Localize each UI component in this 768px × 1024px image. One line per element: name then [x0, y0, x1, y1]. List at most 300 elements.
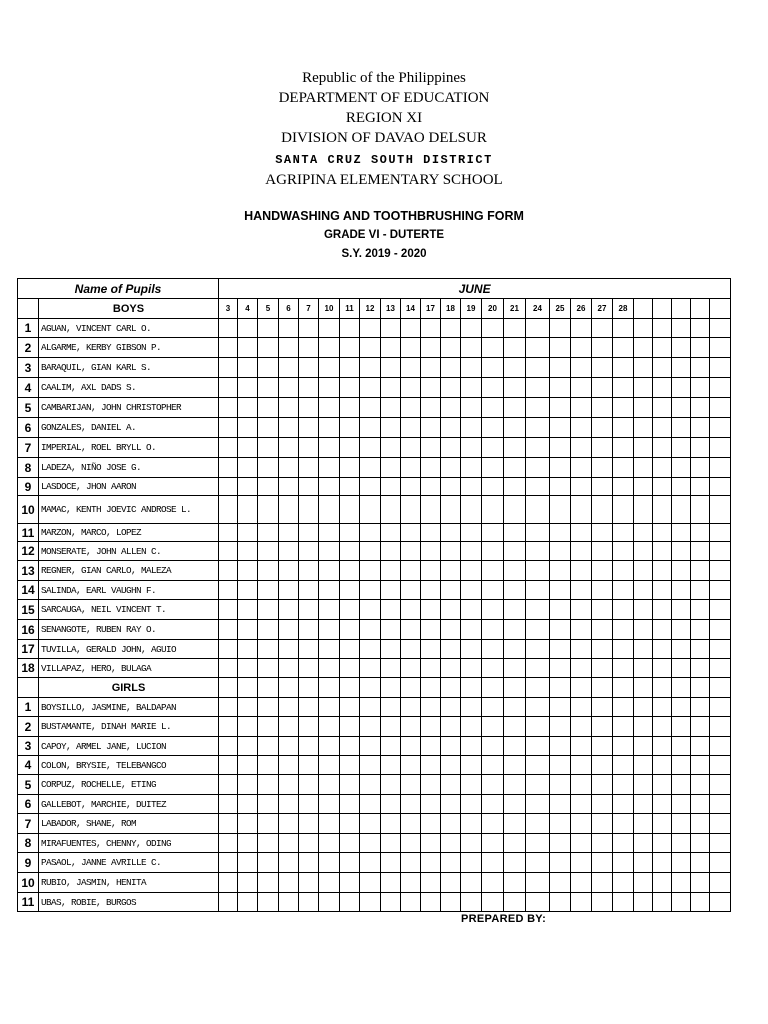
- attendance-cell: [592, 561, 613, 581]
- attendance-cell: [299, 893, 319, 912]
- attendance-cell: [441, 834, 461, 853]
- attendance-cell: [550, 458, 571, 478]
- attendance-cell: [381, 600, 401, 620]
- attendance-cell: [381, 458, 401, 478]
- attendance-cell: [421, 717, 441, 737]
- attendance-cell: [279, 319, 299, 338]
- attendance-cell: [653, 378, 672, 398]
- day-header: 19: [461, 299, 482, 319]
- attendance-cell: [441, 319, 461, 338]
- attendance-cell: [571, 893, 592, 912]
- attendance-cell: [279, 698, 299, 717]
- attendance-cell: [504, 756, 526, 775]
- attendance-cell: [360, 717, 381, 737]
- attendance-cell: [360, 338, 381, 358]
- attendance-cell: [238, 853, 258, 873]
- attendance-cell: [340, 795, 360, 814]
- attendance-cell: [613, 756, 634, 775]
- attendance-cell: [238, 737, 258, 756]
- attendance-cell: [461, 640, 482, 659]
- attendance-cell: [613, 398, 634, 418]
- attendance-cell: [613, 795, 634, 814]
- attendance-cell: [401, 542, 421, 561]
- attendance-cell: [319, 678, 340, 698]
- attendance-cell: [360, 581, 381, 600]
- attendance-cell: [401, 418, 421, 438]
- attendance-cell: [691, 542, 710, 561]
- attendance-cell: [421, 737, 441, 756]
- attendance-cell: [653, 438, 672, 458]
- attendance-cell: [550, 542, 571, 561]
- attendance-cell: [504, 659, 526, 678]
- attendance-cell: [219, 893, 238, 912]
- table-row: [18, 358, 731, 378]
- attendance-cell: [441, 814, 461, 834]
- attendance-cell: [319, 853, 340, 873]
- attendance-cell: [381, 478, 401, 496]
- attendance-cell: [238, 814, 258, 834]
- attendance-cell: [504, 853, 526, 873]
- attendance-cell: [461, 893, 482, 912]
- attendance-cell: [592, 775, 613, 795]
- attendance-cell: [258, 698, 279, 717]
- attendance-cell: [421, 698, 441, 717]
- attendance-cell: [401, 496, 421, 524]
- attendance-cell: [653, 358, 672, 378]
- attendance-cell: [550, 338, 571, 358]
- attendance-cell: [571, 717, 592, 737]
- attendance-cell: [421, 542, 441, 561]
- attendance-cell: [613, 640, 634, 659]
- attendance-cell: [571, 496, 592, 524]
- attendance-cell: [319, 893, 340, 912]
- attendance-cell: [279, 893, 299, 912]
- pupil-number: 6: [18, 418, 39, 438]
- attendance-cell: [299, 873, 319, 893]
- attendance-cell: [219, 358, 238, 378]
- pupil-number: 8: [18, 834, 39, 853]
- attendance-cell: [710, 620, 731, 640]
- pupil-name: SENANGOTE, RUBEN RAY O.: [39, 620, 219, 640]
- attendance-cell: [592, 795, 613, 814]
- attendance-cell: [653, 717, 672, 737]
- attendance-cell: [299, 478, 319, 496]
- attendance-cell: [526, 814, 550, 834]
- attendance-cell: [219, 319, 238, 338]
- attendance-cell: [381, 775, 401, 795]
- attendance-cell: [634, 542, 653, 561]
- attendance-cell: [461, 458, 482, 478]
- attendance-cell: [238, 418, 258, 438]
- attendance-cell: [613, 418, 634, 438]
- attendance-cell: [441, 561, 461, 581]
- attendance-cell: [526, 678, 550, 698]
- attendance-cell: [653, 398, 672, 418]
- attendance-cell: [340, 438, 360, 458]
- attendance-cell: [653, 600, 672, 620]
- attendance-cell: [634, 319, 653, 338]
- attendance-cell: [691, 418, 710, 438]
- attendance-cell: [613, 698, 634, 717]
- attendance-cell: [219, 659, 238, 678]
- attendance-cell: [279, 378, 299, 398]
- attendance-cell: [634, 795, 653, 814]
- attendance-cell: [710, 893, 731, 912]
- attendance-cell: [710, 795, 731, 814]
- attendance-cell: [299, 319, 319, 338]
- header-republic: Republic of the Philippines: [302, 70, 466, 86]
- attendance-cell: [571, 600, 592, 620]
- attendance-cell: [672, 853, 691, 873]
- table-row: [18, 398, 731, 418]
- attendance-cell: [279, 640, 299, 659]
- header-district: SANTA CRUZ SOUTH DISTRICT: [275, 153, 493, 167]
- pupil-number: 16: [18, 620, 39, 640]
- attendance-cell: [401, 756, 421, 775]
- attendance-cell: [592, 756, 613, 775]
- pupil-name: BUSTAMANTE, DINAH MARIE L.: [39, 717, 219, 737]
- attendance-cell: [401, 640, 421, 659]
- attendance-cell: [550, 659, 571, 678]
- table-row: [18, 524, 731, 542]
- attendance-cell: [340, 873, 360, 893]
- attendance-cell: [482, 795, 504, 814]
- attendance-cell: [381, 358, 401, 378]
- attendance-cell: [360, 640, 381, 659]
- attendance-cell: [381, 418, 401, 438]
- attendance-cell: [360, 814, 381, 834]
- attendance-cell: [461, 418, 482, 438]
- attendance-cell: [401, 319, 421, 338]
- attendance-cell: [381, 893, 401, 912]
- attendance-cell: [653, 737, 672, 756]
- pupil-name: AGUAN, VINCENT CARL O.: [39, 319, 219, 338]
- attendance-cell: [340, 581, 360, 600]
- attendance-cell: [258, 358, 279, 378]
- pupil-number: 10: [18, 873, 39, 893]
- blank-cell: [18, 299, 39, 319]
- attendance-cell: [526, 853, 550, 873]
- table-row: [18, 795, 731, 814]
- attendance-cell: [381, 438, 401, 458]
- attendance-cell: [571, 418, 592, 438]
- attendance-cell: [299, 775, 319, 795]
- attendance-cell: [381, 678, 401, 698]
- attendance-cell: [401, 873, 421, 893]
- attendance-cell: [504, 893, 526, 912]
- attendance-cell: [421, 853, 441, 873]
- attendance-cell: [279, 524, 299, 542]
- attendance-cell: [710, 358, 731, 378]
- attendance-cell: [461, 620, 482, 640]
- attendance-cell: [258, 756, 279, 775]
- attendance-cell: [219, 795, 238, 814]
- attendance-cell: [319, 458, 340, 478]
- day-header: 7: [299, 299, 319, 319]
- attendance-cell: [592, 814, 613, 834]
- attendance-cell: [571, 756, 592, 775]
- attendance-cell: [299, 834, 319, 853]
- attendance-cell: [504, 600, 526, 620]
- attendance-cell: [482, 756, 504, 775]
- attendance-cell: [710, 834, 731, 853]
- attendance-cell: [482, 717, 504, 737]
- attendance-cell: [258, 620, 279, 640]
- table-row: [18, 659, 731, 678]
- attendance-cell: [219, 458, 238, 478]
- attendance-cell: [672, 620, 691, 640]
- attendance-cell: [634, 378, 653, 398]
- attendance-cell: [634, 524, 653, 542]
- attendance-cell: [550, 853, 571, 873]
- attendance-cell: [504, 795, 526, 814]
- attendance-cell: [526, 620, 550, 640]
- attendance-cell: [279, 581, 299, 600]
- pupil-number: 7: [18, 438, 39, 458]
- attendance-cell: [571, 358, 592, 378]
- attendance-cell: [571, 678, 592, 698]
- attendance-cell: [299, 542, 319, 561]
- attendance-cell: [571, 620, 592, 640]
- attendance-cell: [219, 338, 238, 358]
- school-year: S.Y. 2019 - 2020: [341, 248, 427, 260]
- attendance-cell: [441, 418, 461, 438]
- attendance-cell: [421, 834, 441, 853]
- attendance-cell: [279, 438, 299, 458]
- attendance-cell: [710, 496, 731, 524]
- attendance-cell: [613, 478, 634, 496]
- attendance-cell: [360, 795, 381, 814]
- pupil-number: 5: [18, 775, 39, 795]
- attendance-cell: [691, 775, 710, 795]
- girls-section-label: GIRLS: [39, 678, 219, 698]
- attendance-cell: [482, 814, 504, 834]
- day-header: 26: [571, 299, 592, 319]
- attendance-cell: [592, 640, 613, 659]
- attendance-cell: [421, 378, 441, 398]
- attendance-cell: [219, 542, 238, 561]
- attendance-cell: [461, 834, 482, 853]
- pupil-number: 3: [18, 737, 39, 756]
- attendance-cell: [401, 698, 421, 717]
- attendance-cell: [319, 496, 340, 524]
- attendance-cell: [319, 398, 340, 418]
- attendance-cell: [340, 338, 360, 358]
- name-of-pupils-header: Name of Pupils: [18, 279, 219, 299]
- day-header: 24: [526, 299, 550, 319]
- attendance-cell: [279, 853, 299, 873]
- day-header: 5: [258, 299, 279, 319]
- attendance-cell: [258, 814, 279, 834]
- attendance-cell: [279, 795, 299, 814]
- attendance-cell: [279, 717, 299, 737]
- attendance-cell: [441, 338, 461, 358]
- attendance-cell: [238, 496, 258, 524]
- table-row: [18, 775, 731, 795]
- attendance-cell: [299, 338, 319, 358]
- attendance-cell: [634, 853, 653, 873]
- attendance-cell: [381, 659, 401, 678]
- attendance-cell: [634, 358, 653, 378]
- attendance-cell: [319, 640, 340, 659]
- day-header: 11: [340, 299, 360, 319]
- pupil-name: PASAOL, JANNE AVRILLE C.: [39, 853, 219, 873]
- attendance-cell: [319, 834, 340, 853]
- attendance-cell: [219, 620, 238, 640]
- day-header: 18: [441, 299, 461, 319]
- pupil-number: 1: [18, 319, 39, 338]
- attendance-cell: [550, 893, 571, 912]
- pupil-name: LASDOCE, JHON AARON: [39, 478, 219, 496]
- pupil-name: UBAS, ROBIE, BURGOS: [39, 893, 219, 912]
- attendance-cell: [360, 542, 381, 561]
- attendance-cell: [238, 620, 258, 640]
- attendance-cell: [219, 478, 238, 496]
- attendance-cell: [340, 717, 360, 737]
- attendance-cell: [634, 640, 653, 659]
- attendance-cell: [360, 358, 381, 378]
- attendance-cell: [482, 438, 504, 458]
- attendance-cell: [482, 834, 504, 853]
- attendance-cell: [219, 640, 238, 659]
- attendance-cell: [219, 438, 238, 458]
- pupil-number: 3: [18, 358, 39, 378]
- attendance-cell: [672, 581, 691, 600]
- attendance-cell: [441, 600, 461, 620]
- attendance-cell: [461, 873, 482, 893]
- attendance-cell: [653, 581, 672, 600]
- attendance-cell: [613, 581, 634, 600]
- attendance-cell: [634, 620, 653, 640]
- attendance-cell: [672, 542, 691, 561]
- attendance-cell: [653, 620, 672, 640]
- attendance-cell: [482, 496, 504, 524]
- attendance-cell: [401, 358, 421, 378]
- attendance-cell: [238, 338, 258, 358]
- attendance-cell: [592, 338, 613, 358]
- attendance-cell: [634, 756, 653, 775]
- attendance-cell: [381, 561, 401, 581]
- attendance-cell: [550, 717, 571, 737]
- attendance-cell: [238, 458, 258, 478]
- attendance-cell: [279, 338, 299, 358]
- attendance-cell: [550, 620, 571, 640]
- attendance-cell: [504, 620, 526, 640]
- pupil-name: CAALIM, AXL DADS S.: [39, 378, 219, 398]
- attendance-cell: [710, 542, 731, 561]
- attendance-cell: [504, 678, 526, 698]
- attendance-cell: [550, 795, 571, 814]
- attendance-cell: [299, 698, 319, 717]
- attendance-cell: [219, 496, 238, 524]
- attendance-cell: [672, 398, 691, 418]
- attendance-cell: [526, 640, 550, 659]
- attendance-cell: [710, 678, 731, 698]
- attendance-cell: [504, 698, 526, 717]
- attendance-cell: [613, 659, 634, 678]
- attendance-cell: [592, 678, 613, 698]
- attendance-cell: [238, 600, 258, 620]
- attendance-cell: [258, 659, 279, 678]
- attendance-cell: [691, 795, 710, 814]
- table-row: [18, 496, 731, 524]
- attendance-cell: [710, 561, 731, 581]
- table-row: [18, 873, 731, 893]
- attendance-cell: [672, 814, 691, 834]
- attendance-cell: [258, 834, 279, 853]
- attendance-cell: [653, 524, 672, 542]
- attendance-cell: [613, 834, 634, 853]
- attendance-cell: [279, 496, 299, 524]
- attendance-cell: [592, 496, 613, 524]
- attendance-cell: [710, 717, 731, 737]
- attendance-cell: [571, 814, 592, 834]
- pupil-number: 4: [18, 378, 39, 398]
- attendance-cell: [710, 873, 731, 893]
- attendance-cell: [691, 620, 710, 640]
- table-row: [18, 418, 731, 438]
- attendance-cell: [401, 775, 421, 795]
- attendance-cell: [319, 737, 340, 756]
- attendance-cell: [340, 418, 360, 438]
- attendance-cell: [526, 834, 550, 853]
- attendance-cell: [279, 737, 299, 756]
- attendance-cell: [634, 478, 653, 496]
- attendance-cell: [299, 524, 319, 542]
- day-header: 27: [592, 299, 613, 319]
- attendance-cell: [299, 496, 319, 524]
- attendance-cell: [421, 496, 441, 524]
- attendance-cell: [504, 378, 526, 398]
- attendance-cell: [360, 458, 381, 478]
- month-header: JUNE: [219, 279, 731, 299]
- day-header: 4: [238, 299, 258, 319]
- attendance-cell: [526, 542, 550, 561]
- header-division: DIVISION OF DAVAO DELSUR: [281, 130, 487, 146]
- attendance-cell: [258, 542, 279, 561]
- attendance-cell: [401, 600, 421, 620]
- attendance-cell: [613, 561, 634, 581]
- attendance-cell: [550, 398, 571, 418]
- attendance-cell: [482, 478, 504, 496]
- pupil-number: 11: [18, 893, 39, 912]
- pupil-number: 5: [18, 398, 39, 418]
- attendance-cell: [461, 438, 482, 458]
- attendance-cell: [421, 873, 441, 893]
- attendance-cell: [258, 398, 279, 418]
- attendance-cell: [238, 398, 258, 418]
- attendance-cell: [258, 438, 279, 458]
- attendance-cell: [634, 775, 653, 795]
- day-header: 14: [401, 299, 421, 319]
- table-row: [18, 338, 731, 358]
- attendance-cell: [421, 398, 441, 418]
- attendance-cell: [279, 600, 299, 620]
- attendance-cell: [461, 717, 482, 737]
- attendance-cell: [401, 717, 421, 737]
- table-row: [18, 853, 731, 873]
- attendance-cell: [461, 542, 482, 561]
- attendance-cell: [504, 319, 526, 338]
- attendance-cell: [421, 775, 441, 795]
- attendance-cell: [710, 581, 731, 600]
- pupil-name: REGNER, GIAN CARLO, MALEZA: [39, 561, 219, 581]
- attendance-cell: [360, 378, 381, 398]
- attendance-cell: [441, 358, 461, 378]
- attendance-cell: [319, 561, 340, 581]
- attendance-cell: [482, 338, 504, 358]
- attendance-cell: [238, 698, 258, 717]
